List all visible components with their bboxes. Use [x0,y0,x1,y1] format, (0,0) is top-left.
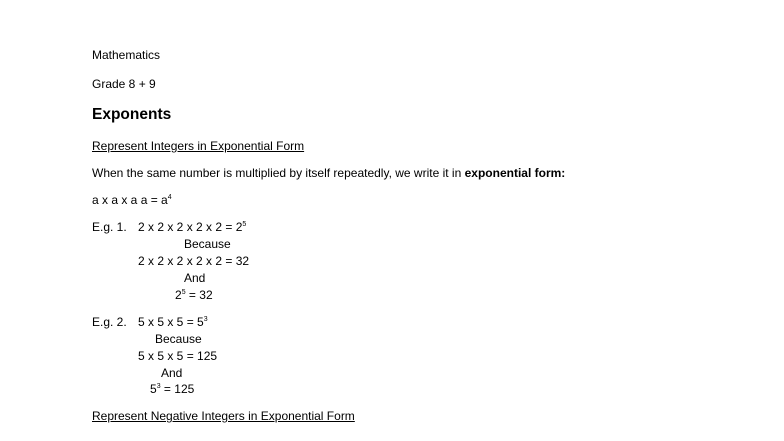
example-2-result-exponent: 3 [156,383,161,390]
example-1-and: And [184,271,206,285]
example-1-result-value: = 32 [185,288,213,302]
example-2-result-base: 5 [150,382,157,396]
page-title: Exponents [92,106,172,123]
example-1-label: E.g. 1. [92,220,127,234]
example-2-result [150,382,194,396]
example-2-expansion: 5 x 5 x 5 = 125 [138,349,218,363]
example-1-result-base: 2 [175,288,182,302]
grade-line: Grade 8 + 9 [92,77,156,91]
intro-paragraph [92,166,565,180]
example-2-label: E.g. 2. [92,315,127,329]
example-2-because: Because [155,332,202,346]
example-2-eq-exponent: 3 [203,316,208,323]
example-1-result-exponent: 5 [181,289,186,296]
intro-bold: exponential form: [464,166,566,180]
intro-text: When the same number is multiplied by itself repeatedly, we write it in [92,166,465,180]
general-form-exponent: 4 [167,194,172,201]
section-heading-integers: Represent Integers in Exponential Form [92,139,305,153]
example-1-because: Because [184,237,231,251]
example-2-and: And [161,366,183,380]
example-1-eq-base: 2 x 2 x 2 x 2 x 2 = 2 [138,220,243,234]
example-1-result [175,288,213,302]
general-form [92,193,172,207]
example-1-equation [138,220,246,234]
general-form-base: a x a x a a = a [92,193,168,207]
example-2-eq-base: 5 x 5 x 5 = 5 [138,315,204,329]
example-1-eq-exponent: 5 [242,221,247,228]
example-2-result-value: = 125 [160,382,195,396]
example-2-equation [138,315,208,329]
subject-line: Mathematics [92,48,161,62]
section-heading-negative-integers: Represent Negative Integers in Exponential Form [92,409,355,423]
example-1-expansion: 2 x 2 x 2 x 2 x 2 = 32 [138,254,250,268]
